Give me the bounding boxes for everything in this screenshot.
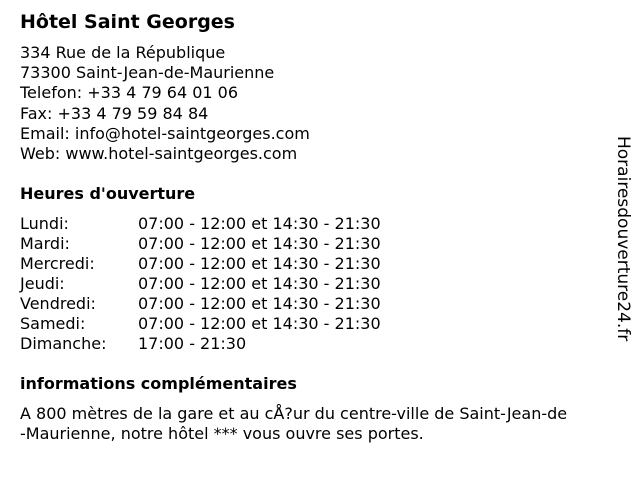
address-street: 334 Rue de la République xyxy=(20,43,226,62)
fax: Fax: +33 4 79 59 84 84 xyxy=(20,103,209,123)
contact-block xyxy=(20,43,310,164)
watermark-text: Horairesdouverture24.fr xyxy=(613,136,633,342)
day-hours: 07:00 - 12:00 et 14:30 - 21:30 xyxy=(138,234,381,253)
day-hours: 07:00 - 12:00 et 14:30 - 21:30 xyxy=(138,294,381,313)
day-label: Vendredi: xyxy=(20,294,96,313)
hotel-name: Hôtel Saint Georges xyxy=(20,11,235,33)
additional-info-heading: informations complémentaires xyxy=(20,374,297,393)
website: Web: www.hotel-saintgeorges.com xyxy=(20,144,298,164)
day-label: Dimanche: xyxy=(20,334,107,353)
email: Email: info@hotel-saintgeorges.com xyxy=(20,123,310,143)
info-line: -Maurienne, notre hôtel *** vous ouvre ses portes. xyxy=(20,424,424,443)
day-hours: 07:00 - 12:00 et 14:30 - 21:30 xyxy=(138,214,381,233)
phone: Telefon: +33 4 79 64 01 06 xyxy=(20,83,239,103)
opening-hours-heading: Heures d'ouverture xyxy=(20,184,196,203)
additional-info-text xyxy=(20,404,620,444)
day-hours: 07:00 - 12:00 et 14:30 - 21:30 xyxy=(138,254,381,273)
address-city: 73300 Saint-Jean-de-Maurienne xyxy=(20,63,275,83)
day-label: Samedi: xyxy=(20,314,86,333)
day-label: Jeudi: xyxy=(20,274,65,293)
day-hours: 07:00 - 12:00 et 14:30 - 21:30 xyxy=(138,274,381,293)
day-hours: 17:00 - 21:30 xyxy=(138,334,247,353)
day-label: Lundi: xyxy=(20,214,69,233)
day-label: Mardi: xyxy=(20,234,70,253)
day-label: Mercredi: xyxy=(20,254,95,273)
day-hours: 07:00 - 12:00 et 14:30 - 21:30 xyxy=(138,314,381,333)
info-line: A 800 mètres de la gare et au cÅ?ur du centre-ville de Saint-Jean-de xyxy=(20,404,568,423)
site-watermark xyxy=(612,136,634,372)
